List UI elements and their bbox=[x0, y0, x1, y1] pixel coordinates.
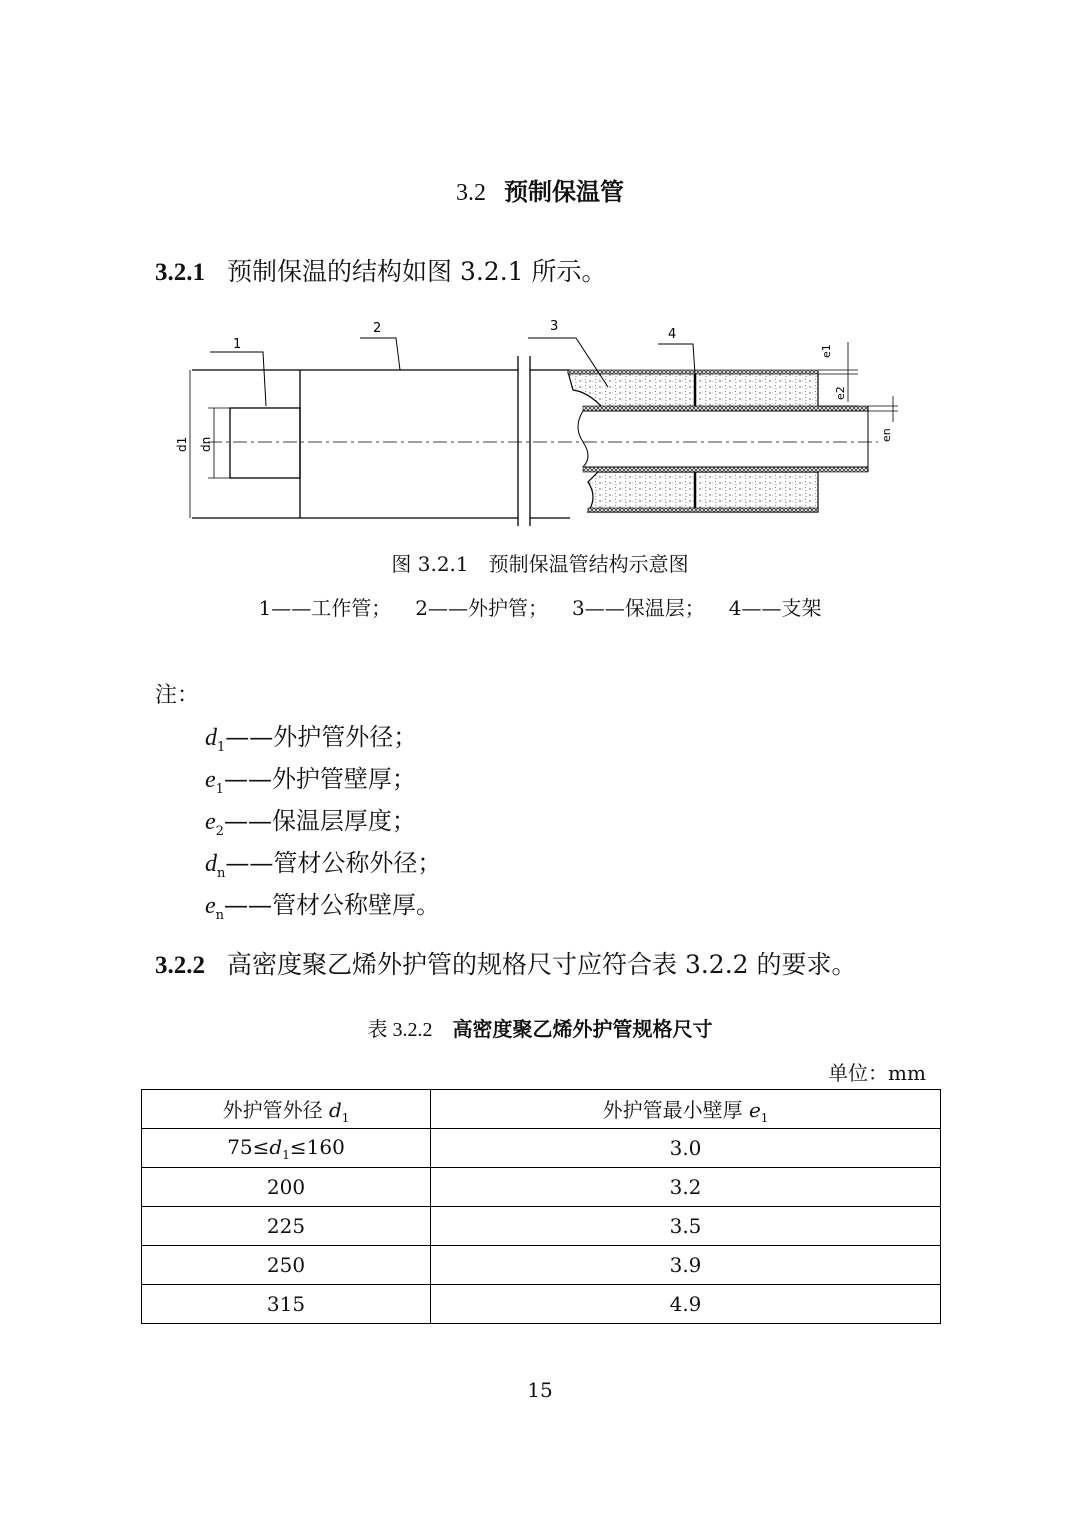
dim-label-e2: e2 bbox=[834, 386, 847, 400]
figure-caption: 图 3.2.1 预制保温管结构示意图 bbox=[391, 552, 689, 576]
table-row bbox=[142, 1246, 941, 1285]
page-number: 15 bbox=[527, 1378, 553, 1402]
note-item: $e_2——$保温层厚度； bbox=[205, 807, 416, 839]
note-item: $d_n——$管材公称外径； bbox=[205, 849, 442, 881]
dim-label-dn: dn bbox=[199, 436, 213, 452]
figure-legend bbox=[0, 592, 1080, 621]
table-title bbox=[0, 1013, 1080, 1042]
spec-table bbox=[141, 1089, 941, 1324]
table-cell: 3.5 bbox=[431, 1207, 941, 1246]
table-cell: 315 bbox=[142, 1285, 431, 1324]
dim-label-d1: d1 bbox=[175, 436, 189, 452]
legend-item: 1——工作管； bbox=[258, 596, 392, 620]
clause-text: 预制保温的结构如图 3.2.1 所示。 bbox=[227, 257, 607, 286]
table-cell: 3.2 bbox=[431, 1168, 941, 1207]
table-cell: 3.9 bbox=[431, 1246, 941, 1285]
clause-number: 3.2.2 bbox=[155, 952, 205, 979]
table-cell: 200 bbox=[142, 1168, 431, 1207]
note-item: $d_1——$外护管外径； bbox=[205, 723, 418, 755]
section-title-text: 预制保温管 bbox=[504, 178, 624, 206]
callout-3: 3 bbox=[550, 319, 559, 334]
table-row bbox=[142, 1129, 941, 1168]
table-title-text: 高密度聚乙烯外护管规格尺寸 bbox=[452, 1017, 713, 1041]
column-header: 外护管外径 $d_1$ bbox=[142, 1090, 431, 1129]
clause-3-2-2 bbox=[155, 950, 857, 981]
legend-item: 4——支架 bbox=[728, 596, 822, 620]
clause-3-2-1 bbox=[155, 257, 607, 288]
table-row bbox=[142, 1207, 941, 1246]
table-cell: $75\le d_1\le 160$ bbox=[142, 1129, 431, 1168]
clause-number: 3.2.1 bbox=[155, 259, 205, 286]
note-item: $e_1——$外护管壁厚； bbox=[205, 765, 416, 797]
table-cell: 225 bbox=[142, 1207, 431, 1246]
table-cell: 250 bbox=[142, 1246, 431, 1285]
section-number: 3.2 bbox=[456, 180, 486, 206]
table-row bbox=[142, 1285, 941, 1324]
column-header: 外护管最小壁厚 $e_1$ bbox=[431, 1090, 941, 1129]
pipe-structure-figure bbox=[175, 312, 908, 532]
callout-4: 4 bbox=[668, 327, 677, 342]
dim-label-en: en bbox=[880, 428, 893, 442]
note-item: $e_n——$管材公称壁厚。 bbox=[205, 891, 441, 923]
table-number: 表 3.2.2 bbox=[367, 1019, 433, 1041]
table-cell: 3.0 bbox=[431, 1129, 941, 1168]
callout-1: 1 bbox=[233, 337, 242, 352]
table-cell: 4.9 bbox=[431, 1285, 941, 1324]
clause-text: 高密度聚乙烯外护管的规格尺寸应符合表 3.2.2 的要求。 bbox=[227, 950, 857, 979]
table-row bbox=[142, 1168, 941, 1207]
table-unit: 单位：mm bbox=[828, 1061, 926, 1085]
dim-label-e1: e1 bbox=[820, 344, 833, 358]
legend-item: 3——保温层； bbox=[572, 596, 705, 620]
legend-item: 2——外护管； bbox=[415, 596, 548, 620]
table-header-row bbox=[142, 1090, 941, 1129]
callout-2: 2 bbox=[373, 321, 382, 336]
section-title bbox=[0, 172, 1080, 207]
notes-label: 注： bbox=[155, 683, 200, 708]
